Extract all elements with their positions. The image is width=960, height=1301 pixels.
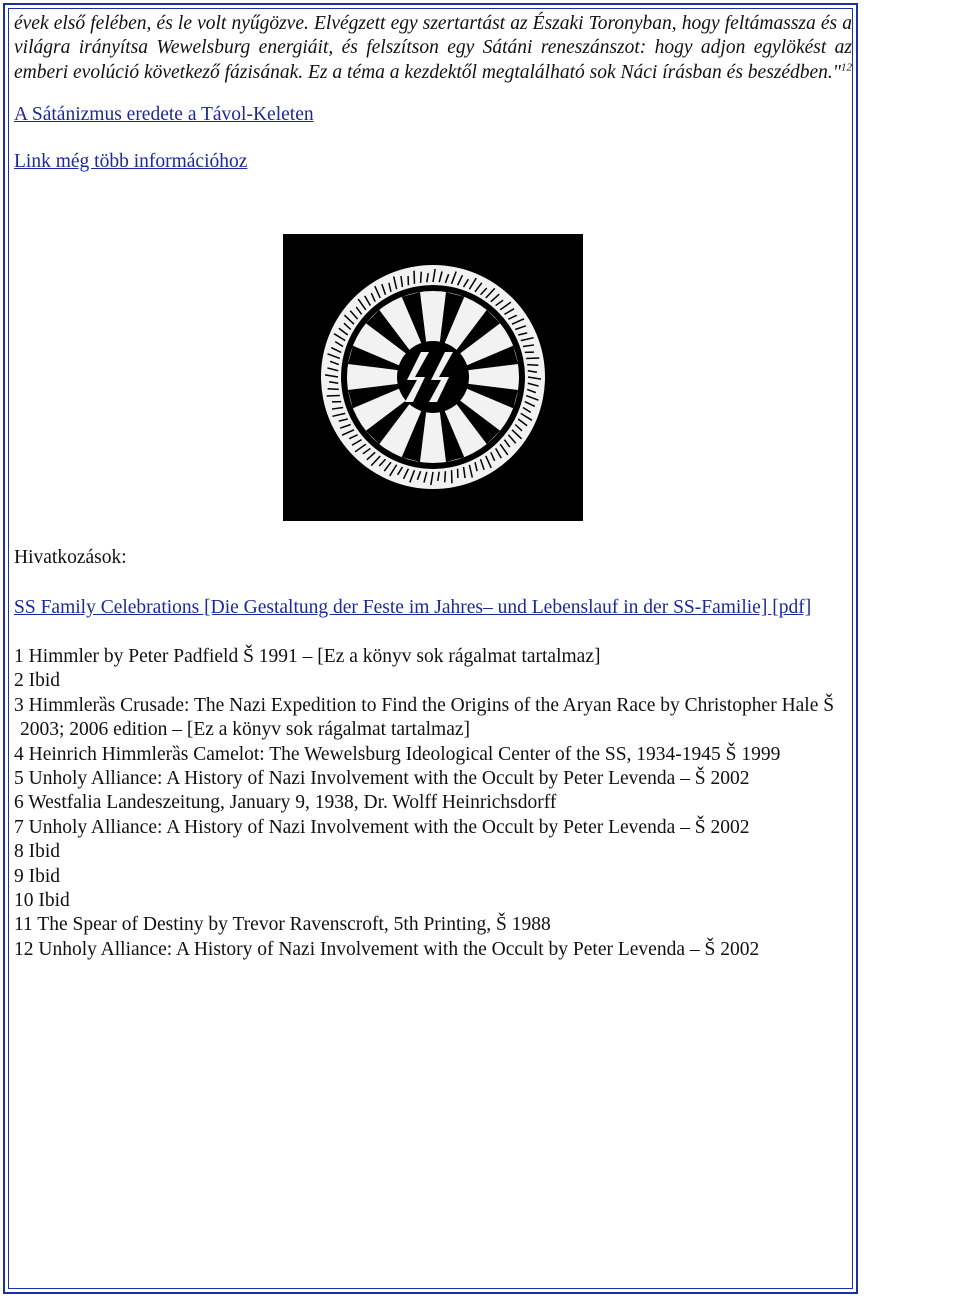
intro-paragraph	[14, 12, 852, 85]
references-heading: Hivatkozások:	[14, 547, 127, 568]
emblem-inscription-mark	[527, 365, 538, 366]
reference-item: 9 Ibid	[14, 865, 61, 887]
reference-item: 7 Unholy Alliance: A History of Nazi Involvement with the Occult by Peter Levenda ‒ Š 2002	[14, 816, 750, 838]
black-sun-emblem-image	[283, 234, 583, 521]
reference-item: 10 Ibid	[14, 890, 70, 912]
reference-item: 12 Unholy Alliance: A History of Nazi Involvement with the Occult by Peter Levenda ‒ Š 2002	[14, 938, 760, 960]
footnote-marker: 12	[841, 61, 852, 74]
reference-item: 8 Ibid	[14, 841, 61, 863]
reference-item: 6 Westfalia Landeszeitung, January 9, 1938, Dr. Wolff Heinrichsdorff	[14, 792, 557, 814]
ss-family-celebrations-link[interactable]: SS Family Celebrations [Die Gestaltung der Feste im Jahres‒ und Lebenslauf in der SS-Familie] [pdf]	[14, 597, 812, 618]
emblem-inscription-mark	[328, 389, 339, 390]
reference-item: 4 Heinrich Himmlerȁs Camelot: The Wewelsburg Ideological Center of the SS, 1934-1945 Š 1999	[14, 743, 781, 765]
more-info-link[interactable]: Link még több információhoz	[14, 150, 248, 172]
reference-item: 2 Ibid	[14, 670, 61, 692]
reference-item: 3 Himmlerȁs Crusade: The Nazi Expedition to Find the Origins of the Aryan Race by Christopher Hale Š 2003; 2006 edition ‒ [Ez a könyv sok rágalmat tartalmaz]	[14, 694, 835, 741]
intro-text: évek első felében, és le volt nyűgözve. Elvégzett egy szertartást az Északi Toronyban, hogy feltámassza és a világra irányítsa Wewelsburg energiáit, és felszítson egy Sátáni reneszánszot: hogy adjon egylökést az emberi evolúció következő fázisának. Ez a téma a kezdektől megtalálható sok Náci írásban és beszédben."	[14, 13, 852, 83]
reference-item: 5 Unholy Alliance: A History of Nazi Involvement with the Occult by Peter Levenda ‒ Š 2002	[14, 768, 750, 790]
reference-item: 11 The Spear of Destiny by Trevor Ravenscroft, 5th Printing, Š 1988	[14, 914, 551, 936]
emblem-inscription-mark	[445, 471, 446, 482]
document-content	[14, 12, 852, 960]
reference-list	[14, 645, 852, 962]
emblem-svg	[283, 234, 583, 521]
emblem-inscription-mark	[421, 272, 422, 283]
satanism-origin-link[interactable]: A Sátánizmus eredete a Távol-Keleten	[14, 103, 314, 125]
reference-item: 1 Himmler by Peter Padfield Š 1991 ‒ [Ez a könyv sok rágalmat tartalmaz]	[14, 646, 601, 667]
